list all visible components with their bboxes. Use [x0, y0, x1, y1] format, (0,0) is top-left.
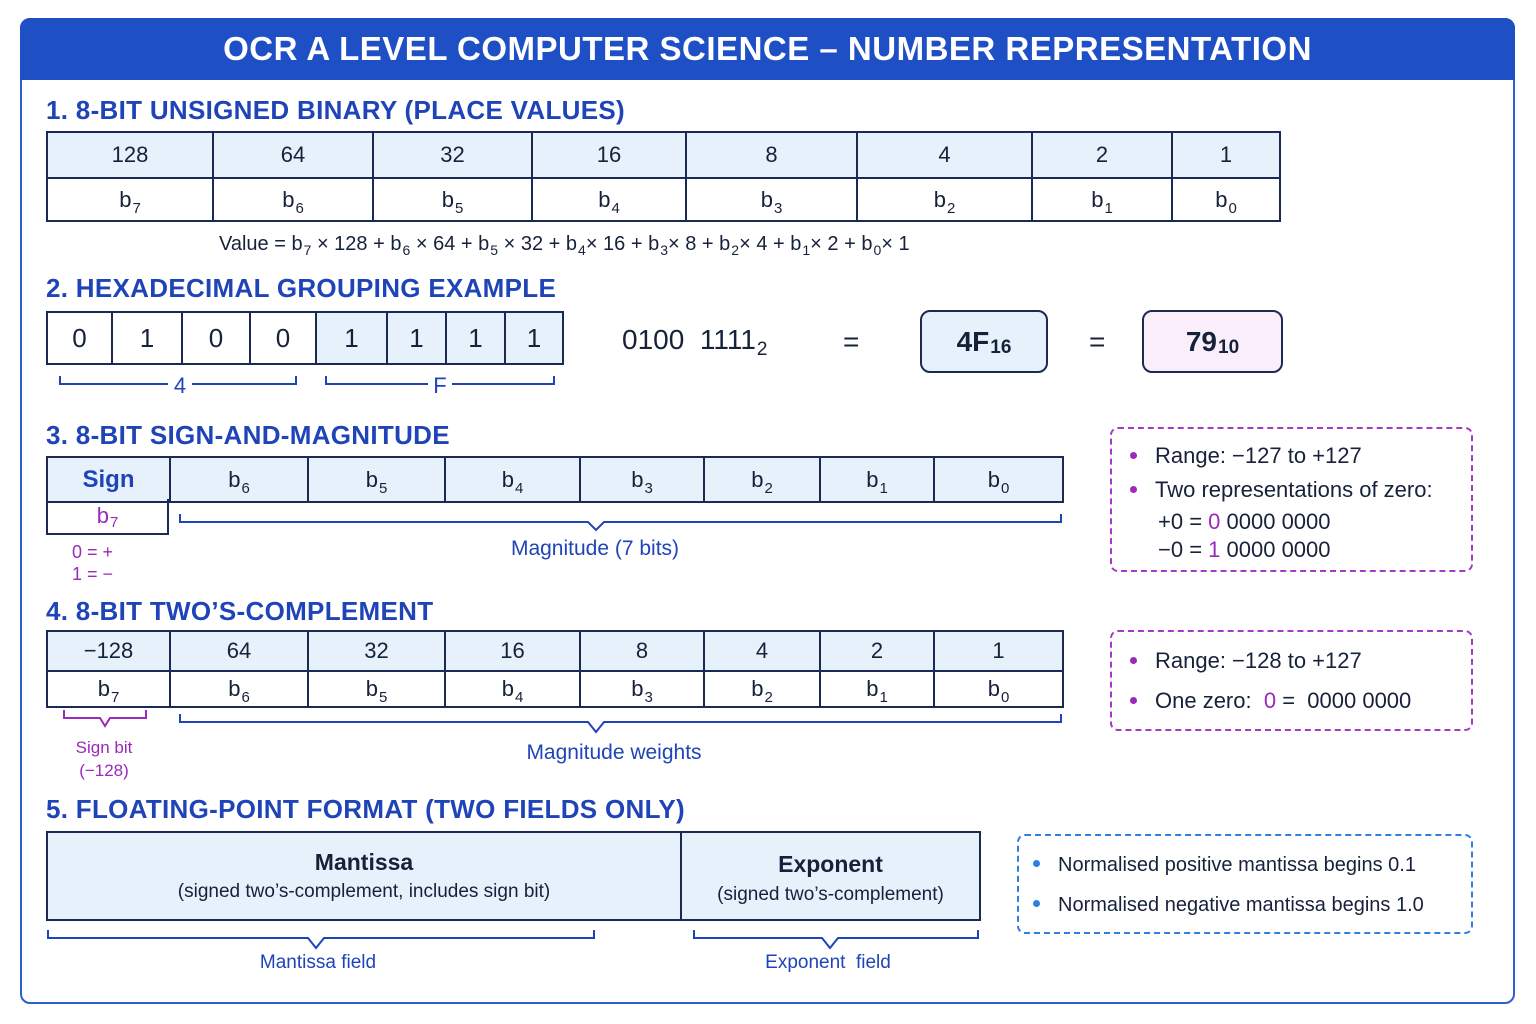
bit-label-cell: $b_1$ [1032, 178, 1172, 221]
bit-label-cell: $b_0$ [934, 671, 1063, 707]
place-value-cell: 1 [1172, 132, 1280, 178]
magnitude-weights-label: Magnitude weights [526, 741, 702, 764]
section-2-heading: 2. HEXADECIMAL GROUPING EXAMPLE [46, 273, 557, 303]
hex-bit-cell: 0 [47, 312, 112, 364]
place-value-cell: 64 [213, 132, 373, 178]
twos-complement-table [46, 630, 1064, 708]
normalisation-info-box [1017, 834, 1473, 934]
hex-bit-cell: 0 [250, 312, 316, 364]
bit-label-cell: $b_3$ [686, 178, 857, 221]
bit-label-cell: $b_7$ [47, 671, 170, 707]
weight-cell: 16 [445, 631, 580, 671]
hex-bit-cell: 1 [387, 312, 446, 364]
place-value-cell: 2 [1032, 132, 1172, 178]
bit-label-cell: $b_4$ [532, 178, 686, 221]
bit-label-cell: $b_2$ [857, 178, 1032, 221]
section-3-heading: 3. 8-BIT SIGN-AND-MAGNITUDE [46, 420, 450, 450]
place-value-cell: 4 [857, 132, 1032, 178]
zero-note: Two representations of zero: [1130, 477, 1433, 503]
bit-label-cell: $b_1$ [820, 671, 934, 707]
magnitude-bit-cell: $b_6$ [170, 457, 308, 502]
sign-bit-cell: b 7 [46, 499, 169, 535]
bit-label-cell: $b_4$ [445, 671, 580, 707]
bit-label-cell: $b_7$ [47, 178, 213, 221]
sign-bit-weight-note: (−128) [79, 761, 129, 780]
weight-cell: −128 [47, 631, 170, 671]
weight-cell: 64 [170, 631, 308, 671]
exponent-field-label: Exponent field [765, 952, 891, 973]
sign-note-negative: 1 = − [72, 564, 114, 584]
hex-grouping-bits [46, 311, 564, 365]
hex-result-box: 4F 16 [920, 310, 1048, 373]
magnitude-bit-cell: $b_3$ [580, 457, 704, 502]
magnitude-bit-cell: $b_2$ [704, 457, 820, 502]
negative-zero: −0 = 1 0000 0000 [1158, 537, 1331, 562]
twos-complement-info-box [1110, 630, 1473, 731]
mantissa-title: Mantissa [314, 849, 414, 875]
place-value-cell: 128 [47, 132, 213, 178]
binary-number: 0100 $1111_2$ [622, 324, 768, 360]
place-value-cell: 32 [373, 132, 532, 178]
bit-label-cell: $b_5$ [308, 671, 445, 707]
magnitude-bit-cell: $b_1$ [820, 457, 934, 502]
unsigned-binary-table [46, 131, 1281, 222]
range-note: Range: −127 to +127 [1130, 443, 1362, 469]
bit-label-cell: $b_2$ [704, 671, 820, 707]
hex-bit-cell: 1 [505, 312, 563, 364]
place-value-cell: 8 [686, 132, 857, 178]
weight-cell: 4 [704, 631, 820, 671]
magnitude-label: Magnitude (7 bits) [510, 537, 680, 560]
page-title: OCR A LEVEL COMPUTER SCIENCE – NUMBER REPRESENTATION [20, 18, 1515, 80]
one-zero-note: One zero: 0 = 0000 0000 [1130, 688, 1411, 714]
bit-label-cell: $b_3$ [580, 671, 704, 707]
exponent-description: (signed two’s-complement) [717, 884, 944, 905]
exponent-title: Exponent [778, 851, 883, 877]
value-formula: Value = $b_7 \times 128 + b_6 \times 64 + b_5 \times 32 + b_4\times 16 + b_3\times 8 + b_2\times 4 + b_1\times 2 + b_0\times 1$ [219, 233, 910, 258]
bit-label-cell: $b_6$ [170, 671, 308, 707]
bit-label-cell: $b_5$ [373, 178, 532, 221]
section-5-heading: 5. FLOATING-POINT FORMAT (TWO FIELDS ONLY) [46, 794, 685, 824]
hex-bit-cell: 1 [316, 312, 387, 364]
sign-magnitude-info-box [1110, 427, 1473, 572]
sign-note-positive: 0 = + [72, 542, 114, 562]
sign-magnitude-table [46, 456, 1064, 503]
sign-header-cell: Sign [47, 457, 170, 502]
hex-bit-cell: 1 [112, 312, 182, 364]
bit-label-cell: $b_6$ [213, 178, 373, 221]
place-value-cell: 16 [532, 132, 686, 178]
equals-sign-1: = [843, 326, 860, 357]
section-1-heading: 1. 8-BIT UNSIGNED BINARY (PLACE VALUES) [46, 95, 625, 125]
mantissa-description: (signed two’s-complement, includes sign bit) [177, 881, 551, 902]
nibble-label-high: 4 [168, 373, 192, 399]
nibble-label-low: F [428, 373, 452, 399]
magnitude-bit-cell: $b_0$ [934, 457, 1063, 502]
magnitude-bit-cell: $b_4$ [445, 457, 580, 502]
weight-cell: 8 [580, 631, 704, 671]
exponent-field-box [680, 831, 981, 921]
hex-bit-cell: 1 [446, 312, 505, 364]
magnitude-bit-cell: $b_5$ [308, 457, 445, 502]
mantissa-field-label: Mantissa field [259, 952, 377, 973]
mantissa-field-box [46, 831, 682, 921]
sign-bit-note: Sign bit [75, 738, 133, 757]
normalised-positive-note: Normalised positive mantissa begins 0.1 [1033, 854, 1416, 877]
weight-cell: 1 [934, 631, 1063, 671]
normalised-negative-note: Normalised negative mantissa begins 1.0 [1033, 894, 1424, 917]
weight-cell: 32 [308, 631, 445, 671]
decimal-result-box: 79 10 [1142, 310, 1283, 373]
positive-zero: +0 = 0 0000 0000 [1158, 509, 1331, 534]
weight-cell: 2 [820, 631, 934, 671]
bit-label-cell: $b_0$ [1172, 178, 1280, 221]
section-4-heading: 4. 8-BIT TWO’S-COMPLEMENT [46, 596, 434, 626]
equals-sign-2: = [1089, 326, 1106, 357]
hex-bit-cell: 0 [182, 312, 250, 364]
range-note-2: Range: −128 to +127 [1130, 648, 1362, 674]
